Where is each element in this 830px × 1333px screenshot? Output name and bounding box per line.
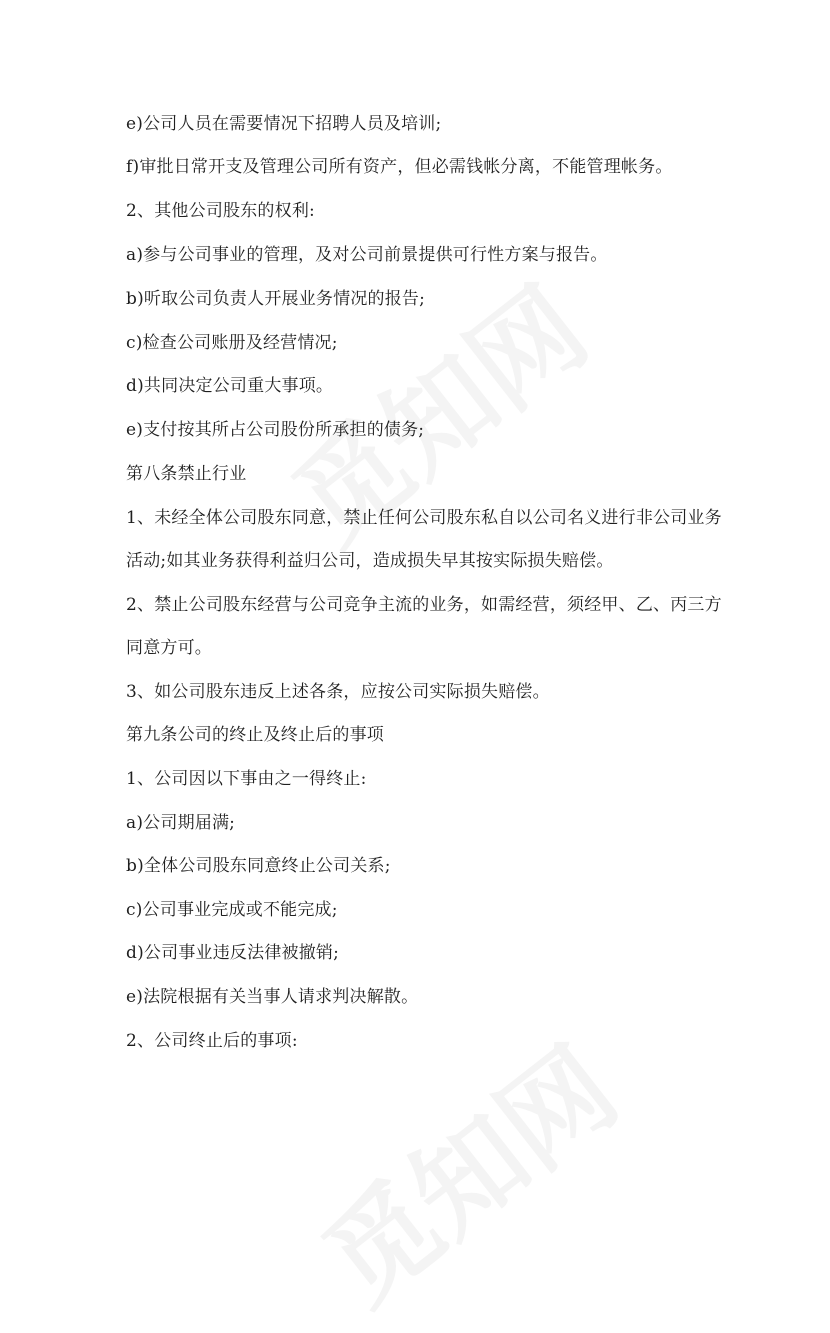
- paragraph-line: e)支付按其所占公司股份所承担的债务;: [126, 420, 425, 440]
- paragraph-line: b)全体公司股东同意终止公司关系;: [126, 856, 391, 876]
- paragraph-line: c)检查公司账册及经营情况;: [126, 333, 338, 353]
- paragraph-line: c)公司事业完成或不能完成;: [126, 900, 338, 920]
- paragraph-line: 同意方可。: [126, 638, 212, 658]
- paragraph-line: b)听取公司负责人开展业务情况的报告;: [126, 289, 426, 309]
- paragraph-line: a)公司期届满;: [126, 813, 236, 833]
- section-heading: 2、其他公司股东的权利:: [126, 201, 315, 221]
- paragraph-line: 2、禁止公司股东经营与公司竞争主流的业务，如需经营，须经甲、乙、丙三方: [126, 595, 722, 615]
- paragraph-line: 1、公司因以下事由之一得终止:: [126, 769, 367, 789]
- paragraph-line: e)法院根据有关当事人请求判决解散。: [126, 987, 419, 1007]
- paragraph-line: 活动;如其业务获得利益归公司，造成损失早其按实际损失赔偿。: [126, 551, 614, 571]
- paragraph-line: a)参与公司事业的管理，及对公司前景提供可行性方案与报告。: [126, 245, 608, 265]
- watermark-bottom: [286, 1005, 643, 1333]
- section-heading: 2、公司终止后的事项:: [126, 1031, 298, 1051]
- article-heading: 第九条公司的终止及终止后的事项: [126, 725, 384, 745]
- article-heading: 第八条禁止行业: [126, 464, 247, 484]
- paragraph-line: d)共同决定公司重大事项。: [126, 376, 334, 396]
- paragraph-line: 1、未经全体公司股东同意，禁止任何公司股东私自以公司名义进行非公司业务: [126, 508, 722, 528]
- paragraph-line: f)审批日常开支及管理公司所有资产，但必需钱帐分离，不能管理帐务。: [126, 157, 673, 177]
- paragraph-line: e)公司人员在需要情况下招聘人员及培训;: [126, 114, 442, 134]
- paragraph-line: d)公司事业违反法律被撤销;: [126, 943, 340, 963]
- paragraph-line: 3、如公司股东违反上述各条，应按公司实际损失赔偿。: [126, 682, 550, 702]
